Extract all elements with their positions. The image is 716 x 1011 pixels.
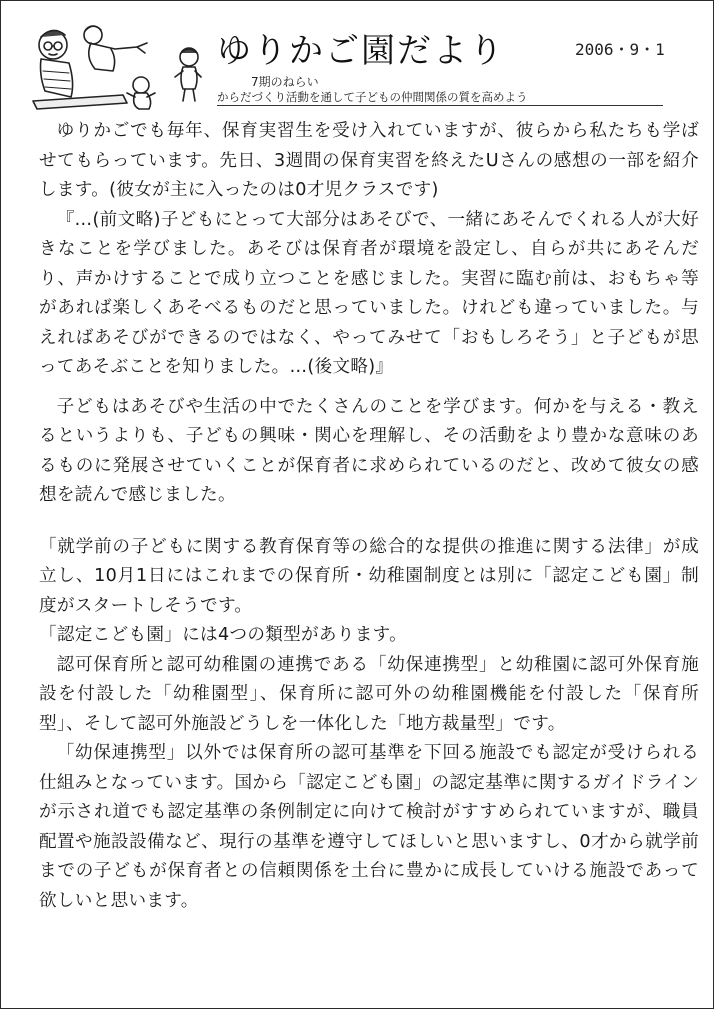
paragraph-types: 認可保育所と認可幼稚園の連携である「幼保連携型」と幼稚園に認可外保育施設を付設した「幼稚園型」、保育所に認可外の幼稚園機能を付設した「保育所型」、そして認可外施設どうしを一体化した「地方裁量型」です。	[39, 654, 699, 734]
children-playing-illustration	[23, 13, 203, 113]
paragraph-types-intro: 「認定こども園」には4つの類型があります。	[39, 625, 407, 645]
paragraph-law: 「就学前の子どもに関する教育保育等の総合的な提供の推進に関する法律」が成立し、10月1日にはこれまでの保育所・幼稚園制度とは別に「認定こども園」制度がスタートしそうです。	[39, 536, 699, 616]
spacer	[39, 383, 699, 393]
issue-date: 2006・9・1	[575, 40, 665, 59]
paragraph-closing: 「幼保連携型」以外では保育所の認可基準を下回る施設でも認定が受けられる仕組みとなっています。国から「認定こども園」の認定基準に関するガイドラインが示され道でも認定基準の条例制定に向けて検討がすすめられていますが、職員配置や施設設備など、現行の基準を遵守してほしいと思いますし、0才から就学前までの子どもが保育者との信頼関係を土台に豊かに成長していける施設であって欲しいと思います。	[39, 743, 699, 911]
paragraph-trainee-quote: 『…(前文略)子どもにとって大部分はあそびで、一緒にあそんでくれる人が大好きなことを学びました。あそびは保育者が環境を設定し、自らが共にあそんだり、声かけすることで成り立つことを感じました。実習に臨む前は、おもちゃ等があれば楽しくあそべるものだと思っていました。けれども違っていました。与えればあそびができるのではなく、やってみせて「おもしろそう」と子どもが思ってあそぶことを知りました。…(後文略)』	[39, 209, 699, 377]
newsletter-header	[1, 1, 714, 119]
newsletter-title: ゆりかご園だより	[217, 31, 505, 71]
spacer	[39, 511, 699, 533]
paragraph-reflection: 子どもはあそびや生活の中でたくさんのことを学びます。何かを与える・教えるというよりも、子どもの興味・関心を理解し、その活動をより豊かな意味のあるものに発展させていくことが保育者に求められているのだと、改めて彼女の感想を読んで感じました。	[39, 396, 699, 505]
term-aim-text: からだづくり活動を通して子どもの仲間関係の質を高めよう	[217, 90, 528, 104]
term-aim-label: 7期のねらい	[251, 75, 319, 89]
newsletter-body	[39, 117, 699, 916]
paragraph-intro: ゆりかごでも毎年、保育実習生を受け入れていますが、彼らから私たちも学ばせてもらっています。先日、3週間の保育実習を終えたUさんの感想の一部を紹介します。(彼女が主に入ったのは0才児クラスです)	[39, 121, 699, 200]
header-underline	[217, 105, 663, 106]
